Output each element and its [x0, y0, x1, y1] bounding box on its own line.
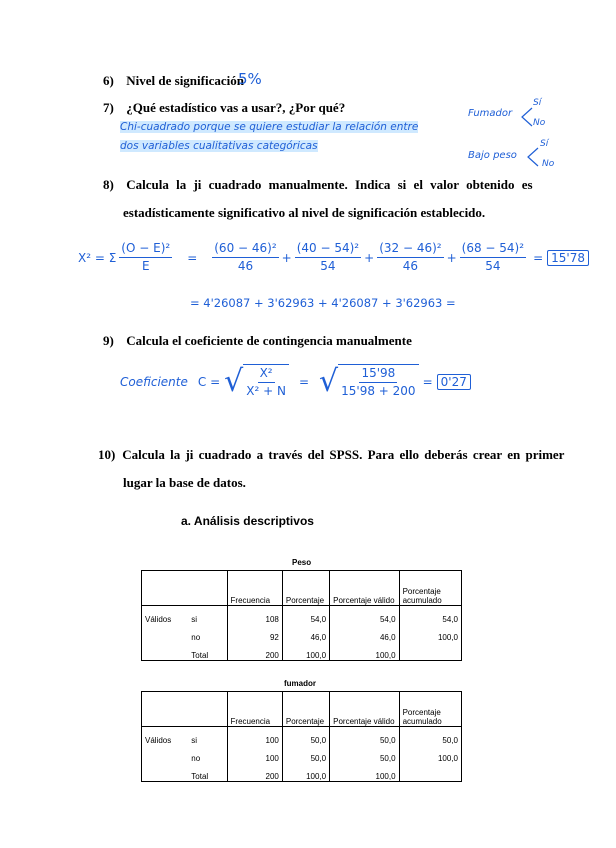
note-fumador-no: No — [533, 118, 546, 128]
header-frecuencia: Frecuencia — [227, 692, 282, 727]
term-2: $\frac{\text{(40 − 54)²}}{54}$ — [296, 241, 360, 273]
note-fumador: Fumador — [468, 108, 513, 119]
table-title-fumador: fumador — [284, 679, 316, 688]
bracket-bajo-peso — [526, 146, 536, 164]
question-number: 9) — [103, 333, 114, 348]
formula-label: Coeficiente — [120, 375, 188, 389]
header-porcentaje-valido: Porcentaje válido — [330, 571, 399, 606]
formula-lhs: X² = Σ — [78, 250, 117, 265]
table-row: Total 200 100,0 100,0 — [142, 642, 462, 661]
question-9 — [103, 333, 412, 349]
table-peso — [141, 570, 462, 661]
sqrt-general: √ $\frac{\text{X²}}{\text{X² + N}}$ — [224, 364, 289, 400]
table-row: Válidos si 108 54,0 54,0 54,0 — [142, 606, 462, 625]
note-bajo-no: No — [542, 159, 555, 169]
contingency-result: 0'27 — [437, 374, 471, 390]
bracket-fumador — [520, 106, 530, 126]
question-text: Calcula el coeficiente de contingencia manualmente — [126, 333, 412, 348]
header-porcentaje-acumulado: Porcentaje acumulado — [399, 571, 461, 606]
answer-6: 5% — [238, 70, 262, 88]
answer-7-line2: dos variables cualitativas categóricas — [120, 140, 318, 152]
question-text: Nivel de significación — [126, 73, 244, 88]
table-row: Total 200 100,0 100,0 — [142, 763, 462, 782]
term-1: $\frac{\text{(60 − 46)²}}{46}$ — [214, 241, 277, 273]
note-fumador-si: Sí — [533, 98, 542, 108]
question-8-line2: estadísticamente significativo al nivel de significación establecido. — [123, 205, 486, 220]
question-number: 7) — [103, 100, 114, 115]
header-porcentaje: Porcentaje — [282, 571, 329, 606]
sqrt-values: √ $\frac{15'98}{15'98 + 200}$ — [319, 364, 419, 400]
table-row: no 100 50,0 50,0 100,0 — [142, 745, 462, 763]
header-frecuencia: Frecuencia — [227, 571, 282, 606]
section-title: a. Análisis descriptivos — [181, 514, 314, 528]
chi-square-sum: = 4'26087 + 3'62963 + 4'26087 + 3'62963 = — [190, 296, 456, 310]
note-bajo-si: Sí — [540, 139, 549, 149]
term-4: $\frac{\text{(68 − 54)²}}{54}$ — [461, 241, 525, 273]
question-10 — [98, 447, 564, 463]
contingency-formula: Coeficiente C = √ $\frac{\text{X²}}{\text{X² + N}}$ = √ $\frac{15'98}{15'98 + 200}$ = 0'27 — [120, 364, 471, 400]
chi-square-result: 15'78 — [547, 250, 589, 266]
question-text: ¿Qué estadístico vas a usar?, ¿Por qué? — [126, 100, 346, 115]
chi-square-formula: X² = Σ $\frac{\text{(O − E)²}}{E}$ = $\frac{\text{(60 − 46)²}}{46}$ + $\frac{\text{(40 − 54)²}}{54}$ + $\frac{\text{(32 − 46)²}}{46}$ + $\frac{\text{(68 − 54)²}}{54}$ = 15'78 — [78, 240, 589, 275]
formula-general: $\frac{\text{(O − E)²}}{E}$ — [121, 241, 171, 273]
question-number: 6) — [103, 73, 114, 88]
question-6 — [103, 73, 244, 89]
header-porcentaje: Porcentaje — [282, 692, 329, 727]
header-porcentaje-valido: Porcentaje válido — [330, 692, 399, 727]
table-row: Válidos si 100 50,0 50,0 50,0 — [142, 727, 462, 746]
table-fumador — [141, 691, 462, 782]
note-bajo-peso: Bajo peso — [468, 150, 517, 161]
answer-7-line1: Chi-cuadrado porque se quiere estudiar la relación entre — [120, 121, 419, 133]
question-8 — [103, 177, 533, 193]
header-porcentaje-acumulado: Porcentaje acumulado — [399, 692, 461, 727]
question-number: 8) — [103, 177, 114, 192]
question-number: 10) — [98, 447, 116, 462]
question-text-line1: Calcula la ji cuadrado a través del SPSS. Para ello deberás crear en primer — [122, 447, 565, 462]
question-7 — [103, 100, 345, 116]
question-text-line1: Calcula la ji cuadrado manualmente. Indica si el valor obtenido es — [126, 177, 533, 192]
table-title-peso: Peso — [292, 558, 312, 567]
question-10-line2: lugar la base de datos. — [123, 475, 246, 490]
term-3: $\frac{\text{(32 − 46)²}}{46}$ — [379, 241, 442, 273]
table-row: no 92 46,0 46,0 100,0 — [142, 624, 462, 642]
